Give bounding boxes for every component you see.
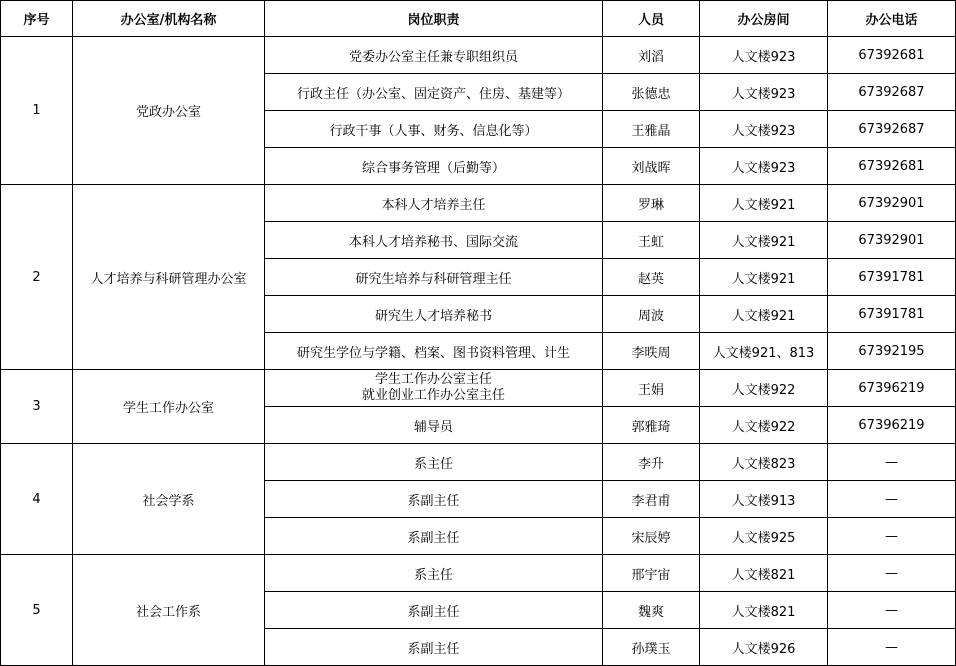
- cell-duty: 系副主任: [265, 481, 603, 518]
- cell-office: 社会学系: [73, 444, 265, 555]
- cell-phone: 67391781: [828, 296, 956, 333]
- table-body: [1, 37, 956, 666]
- header-row: [1, 1, 956, 37]
- cell-phone: 67396219: [828, 407, 956, 444]
- cell-office: 党政办公室: [73, 37, 265, 185]
- cell-room: 人文楼921: [700, 259, 828, 296]
- cell-person: 刘滔: [603, 37, 700, 74]
- table-row: [1, 370, 956, 407]
- cell-person: 张德忠: [603, 74, 700, 111]
- cell-duty: 研究生学位与学籍、档案、图书资料管理、计生: [265, 333, 603, 370]
- cell-duty: 系副主任: [265, 518, 603, 555]
- cell-person: 王娟: [603, 370, 700, 407]
- cell-duty: 综合事务管理（后勤等）: [265, 148, 603, 185]
- header-index: 序号: [1, 1, 73, 37]
- cell-phone: 67392687: [828, 74, 956, 111]
- cell-index: 1: [1, 37, 73, 185]
- header-person: 人员: [603, 1, 700, 37]
- cell-duty: 系主任: [265, 555, 603, 592]
- cell-phone: 67392681: [828, 148, 956, 185]
- cell-room: 人文楼923: [700, 74, 828, 111]
- cell-duty: 本科人才培养秘书、国际交流: [265, 222, 603, 259]
- cell-person: 孙璞玉: [603, 629, 700, 666]
- cell-phone: —: [828, 444, 956, 481]
- cell-room: 人文楼821: [700, 592, 828, 629]
- cell-phone: —: [828, 555, 956, 592]
- cell-person: 郭雅琦: [603, 407, 700, 444]
- cell-duty: [265, 370, 603, 407]
- cell-phone: 67392687: [828, 111, 956, 148]
- cell-duty: 行政主任（办公室、固定资产、住房、基建等）: [265, 74, 603, 111]
- cell-office: 人才培养与科研管理办公室: [73, 185, 265, 370]
- cell-index: 5: [1, 555, 73, 666]
- cell-duty: 本科人才培养主任: [265, 185, 603, 222]
- cell-room: 人文楼923: [700, 111, 828, 148]
- cell-phone: 67396219: [828, 370, 956, 407]
- table-row: [1, 37, 956, 74]
- cell-phone: —: [828, 592, 956, 629]
- cell-phone: 67392681: [828, 37, 956, 74]
- cell-duty: 党委办公室主任兼专职组织员: [265, 37, 603, 74]
- cell-person: 邢宇宙: [603, 555, 700, 592]
- table-row: [1, 444, 956, 481]
- cell-room: 人文楼922: [700, 407, 828, 444]
- cell-room: 人文楼821: [700, 555, 828, 592]
- cell-room: 人文楼926: [700, 629, 828, 666]
- cell-person: 魏爽: [603, 592, 700, 629]
- cell-duty: 系副主任: [265, 592, 603, 629]
- cell-room: 人文楼913: [700, 481, 828, 518]
- cell-room: 人文楼923: [700, 37, 828, 74]
- cell-index: 3: [1, 370, 73, 444]
- header-duty: 岗位职责: [265, 1, 603, 37]
- cell-phone: 67392901: [828, 185, 956, 222]
- cell-phone: 67392901: [828, 222, 956, 259]
- cell-room: 人文楼921: [700, 222, 828, 259]
- cell-person: 宋辰婷: [603, 518, 700, 555]
- cell-index: 2: [1, 185, 73, 370]
- table-row: [1, 185, 956, 222]
- header-room: 办公房间: [700, 1, 828, 37]
- cell-person: 李昳周: [603, 333, 700, 370]
- cell-duty: 研究生培养与科研管理主任: [265, 259, 603, 296]
- cell-room: 人文楼923: [700, 148, 828, 185]
- cell-room: 人文楼921: [700, 185, 828, 222]
- duty-line: 就业创业工作办公室主任: [361, 388, 505, 403]
- table-header: [1, 1, 956, 37]
- duty-line: 学生工作办公室主任: [374, 372, 492, 387]
- cell-index: 4: [1, 444, 73, 555]
- header-phone: 办公电话: [828, 1, 956, 37]
- cell-person: 赵英: [603, 259, 700, 296]
- cell-office: 学生工作办公室: [73, 370, 265, 444]
- cell-duty: 系主任: [265, 444, 603, 481]
- cell-phone: —: [828, 481, 956, 518]
- cell-room: 人文楼921: [700, 296, 828, 333]
- cell-person: 李升: [603, 444, 700, 481]
- cell-phone: —: [828, 518, 956, 555]
- cell-room: 人文楼823: [700, 444, 828, 481]
- cell-duty: 系副主任: [265, 629, 603, 666]
- cell-person: 刘战晖: [603, 148, 700, 185]
- table-row: [1, 555, 956, 592]
- cell-phone: —: [828, 629, 956, 666]
- cell-person: 王雅晶: [603, 111, 700, 148]
- cell-person: 王虹: [603, 222, 700, 259]
- cell-office: 社会工作系: [73, 555, 265, 666]
- cell-duty: 辅导员: [265, 407, 603, 444]
- cell-phone: 67392195: [828, 333, 956, 370]
- cell-phone: 67391781: [828, 259, 956, 296]
- cell-room: 人文楼922: [700, 370, 828, 407]
- cell-person: 罗琳: [603, 185, 700, 222]
- cell-duty: 行政干事（人事、财务、信息化等）: [265, 111, 603, 148]
- cell-room: 人文楼925: [700, 518, 828, 555]
- cell-room: 人文楼921、813: [700, 333, 828, 370]
- cell-person: 周波: [603, 296, 700, 333]
- cell-duty: 研究生人才培养秘书: [265, 296, 603, 333]
- header-office: 办公室/机构名称: [73, 1, 265, 37]
- cell-person: 李君甫: [603, 481, 700, 518]
